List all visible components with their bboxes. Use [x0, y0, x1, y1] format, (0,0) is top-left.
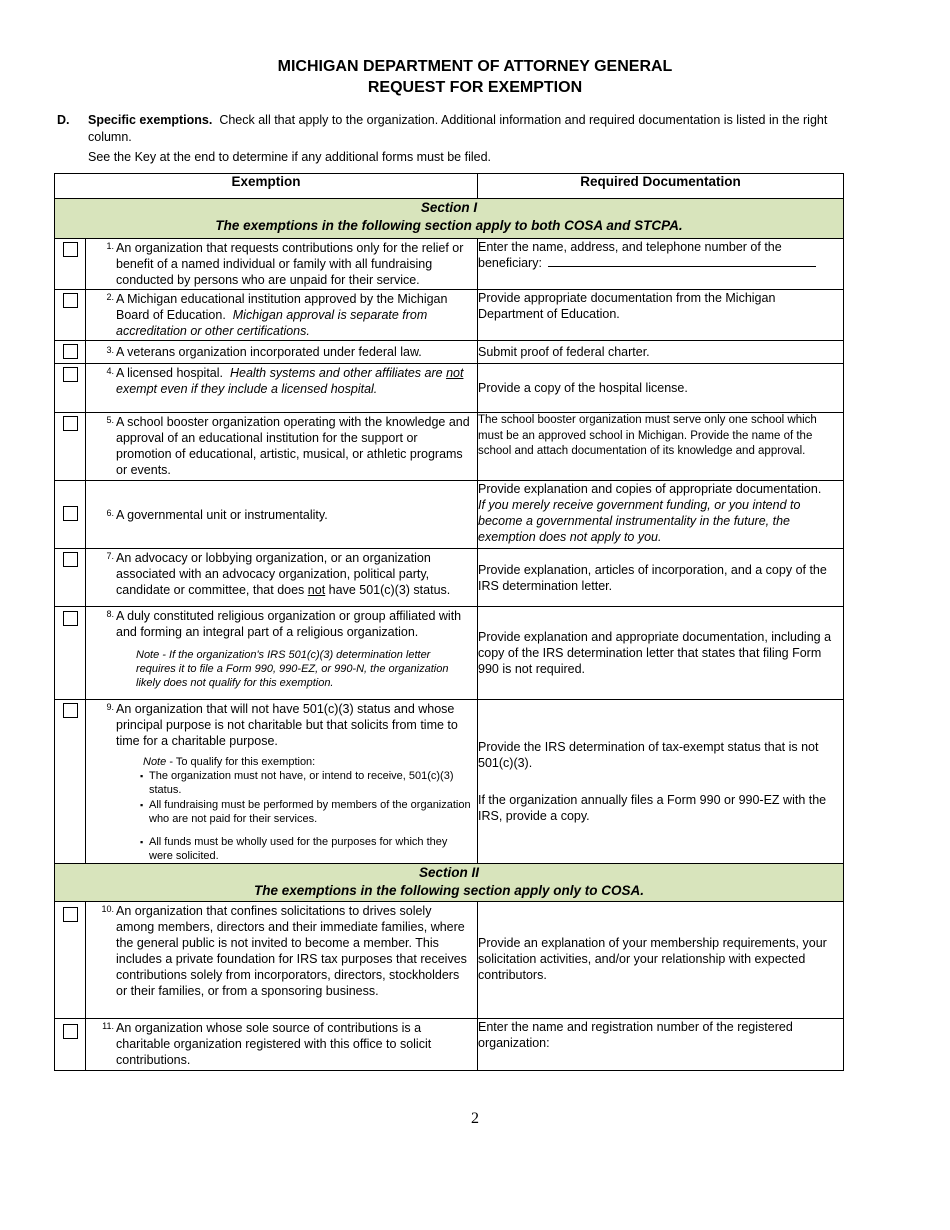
documentation-1-text: Enter the name, address, and telephone number of the beneficiary:: [478, 240, 782, 270]
documentation-8: Provide explanation and appropriate documentation, including a copy of the IRS determination letter that states that filing Form 990 is not required.: [478, 607, 844, 700]
exemption-1-checkbox[interactable]: [63, 242, 78, 257]
intro-text: Check all that apply to the organization. Additional information and required documentation is listed in the right column.: [88, 113, 828, 144]
table-row: [55, 902, 844, 1019]
exemption-9-bullet: ▪ The organization must not have, or intend to receive, 501(c)(3) status.: [140, 769, 471, 797]
exemption-11-text: An organization whose sole source of contributions is a charitable organization registered with this office to solicit contributions.: [116, 1021, 432, 1067]
documentation-10: Provide an explanation of your membership requirements, your solicitation activities, and/or your relationship with expected contributors.: [478, 902, 844, 1019]
intro-heading: Specific exemptions.: [88, 113, 213, 127]
exemption-9-note-label: Note: [143, 756, 167, 768]
exemption-4-checkbox[interactable]: [63, 367, 78, 382]
beneficiary-entry-line[interactable]: [548, 255, 816, 267]
documentation-4: Provide a copy of the hospital license.: [478, 364, 844, 413]
page-number: 2: [471, 1110, 479, 1127]
exemption-8-text: A duly constituted religious organization or group affiliated with and forming an integral part of a religious organization.: [116, 609, 462, 639]
documentation-5: The school booster organization must serve only one school which must be an approved school in Michigan. Provide the name of the school and attach documentation of its knowledge and approval.: [478, 413, 844, 481]
exemption-7-underline: not: [307, 583, 326, 597]
section-d-intro: [57, 112, 847, 166]
documentation-9-text: Provide the IRS determination of tax-exempt status that is not 501(c)(3).: [478, 740, 819, 770]
exemption-9-note-text: - To qualify for this exemption:: [169, 756, 316, 768]
title-line-1: MICHIGAN DEPARTMENT OF ATTORNEY GENERAL: [277, 58, 673, 75]
table-row: [55, 1019, 844, 1071]
table-row: [55, 700, 844, 864]
table-row: [55, 341, 844, 364]
exemption-2-text: A Michigan educational institution approved by the Michigan Board of Education.: [116, 292, 448, 322]
section-1-subtitle: The exemptions in the following section apply to both COSA and STCPA.: [215, 218, 683, 233]
exemption-4-text: A licensed hospital.: [116, 366, 224, 380]
table-row: [55, 290, 844, 341]
exemption-number: 5.: [106, 415, 114, 425]
exemption-number: 7.: [106, 551, 114, 561]
exemption-4-italic-b: exempt even if they include a licensed hospital.: [116, 382, 378, 396]
exemption-1-text: An organization that requests contributions only for the relief or benefit of a named individual or family with all fundraising conducted by persons who are unpaid for their service.: [116, 241, 464, 287]
exemption-4-italic-a: Health systems and other affiliates are: [229, 366, 443, 380]
documentation-6-text: Provide explanation and copies of appropriate documentation.: [478, 482, 822, 496]
exemption-number: 2.: [106, 292, 114, 302]
exemption-6-checkbox[interactable]: [63, 506, 78, 521]
documentation-1: [478, 239, 844, 290]
exemption-7-checkbox[interactable]: [63, 552, 78, 567]
exemption-3-text: A veterans organization incorporated under federal law.: [116, 345, 422, 359]
table-row: [55, 549, 844, 607]
exemption-number: 1.: [106, 241, 114, 251]
exemption-11-checkbox[interactable]: [63, 1024, 78, 1039]
documentation-7: Provide explanation, articles of incorporation, and a copy of the IRS determination letter.: [478, 549, 844, 607]
exemption-10-checkbox[interactable]: [63, 907, 78, 922]
exemption-8-note: Note - If the organization's IRS 501(c)(3) determination letter requires it to file a Form 990, 990-EZ, or 990-N, the organization likely does not qualify for this exemption.: [136, 649, 449, 689]
exemption-5-text: A school booster organization operating with the knowledge and approval of an educational institution for the support or promotion of educational, artistic, musical, or athletic programs or events.: [116, 415, 470, 477]
exemption-9-checkbox[interactable]: [63, 703, 78, 718]
table-row: [55, 607, 844, 700]
exemption-2-checkbox[interactable]: [63, 293, 78, 308]
column-header-documentation: Required Documentation: [478, 174, 844, 199]
section-letter: D.: [57, 113, 70, 127]
exemption-7-text-b: have 501(c)(3) status.: [328, 583, 451, 597]
section-2-banner: [55, 864, 844, 902]
exemption-5-checkbox[interactable]: [63, 416, 78, 431]
exemption-9-note: [143, 755, 471, 863]
table-row: [55, 239, 844, 290]
documentation-9: [478, 700, 844, 864]
exemption-number: 9.: [106, 702, 114, 712]
exemption-number: 6.: [106, 508, 114, 518]
exemption-10-text: An organization that confines solicitations to drives solely among members, directors and their immediate families, where the general public is not invited to become a member. This includes a private foundation for IRS tax purposes that receives contributions solely from incorporators, directors, stockholders or their families, or from a sponsoring business.: [116, 904, 467, 998]
documentation-3: Submit proof of federal charter.: [478, 341, 844, 364]
documentation-2: Provide appropriate documentation from the Michigan Department of Education.: [478, 290, 844, 341]
exemption-2-italic-note: Michigan approval is separate from accreditation or other certifications.: [116, 308, 428, 338]
form-title: [0, 56, 950, 98]
section-2-subtitle: The exemptions in the following section apply only to COSA.: [253, 883, 645, 898]
exemption-9-text: An organization that will not have 501(c)(3) status and whose principal purpose is not charitable but that solicits from time to time for a charitable purpose.: [116, 702, 458, 748]
section-2-title: Section II: [419, 865, 480, 880]
exemption-number: 4.: [106, 366, 114, 376]
exemption-number: 3.: [106, 345, 114, 355]
exemption-9-bullet: ▪ All fundraising must be performed by members of the organization who are not paid for their services.: [140, 798, 471, 826]
title-line-2: REQUEST FOR EXEMPTION: [367, 79, 583, 96]
exemption-number: 8.: [106, 609, 114, 619]
exemption-4-underline: not: [446, 366, 464, 380]
table-row: [55, 481, 844, 549]
exemption-number: 11.: [102, 1021, 114, 1031]
exemption-9-bullet: ▪ All funds must be wholly used for the purposes for which they were solicited.: [140, 835, 471, 863]
section-1-banner: [55, 199, 844, 239]
documentation-11: Enter the name and registration number of the registered organization:: [478, 1019, 844, 1071]
exemption-6-text: A governmental unit or instrumentality.: [116, 508, 328, 522]
exemption-table: [54, 173, 844, 1071]
column-header-exemption: Exemption: [55, 174, 478, 199]
exemption-number: 10.: [101, 904, 114, 914]
exemption-7-text-a: An advocacy or lobbying organization, or an organization associated with an advocacy organization, political party, candidate or committee, that does: [116, 551, 431, 597]
table-row: [55, 413, 844, 481]
documentation-9-text-2: If the organization annually files a Form 990 or 990-EZ with the IRS, provide a copy.: [478, 793, 827, 823]
documentation-6: [478, 481, 844, 549]
documentation-6-italic: If you merely receive government funding, or you intend to become a governmental instrumentality in the future, the exemption does not apply to you.: [478, 498, 801, 544]
intro-key-note: See the Key at the end to determine if any additional forms must be filed.: [88, 150, 492, 164]
table-row: [55, 364, 844, 413]
exemption-3-checkbox[interactable]: [63, 344, 78, 359]
exemption-8-checkbox[interactable]: [63, 611, 78, 626]
section-1-title: Section I: [420, 200, 478, 215]
